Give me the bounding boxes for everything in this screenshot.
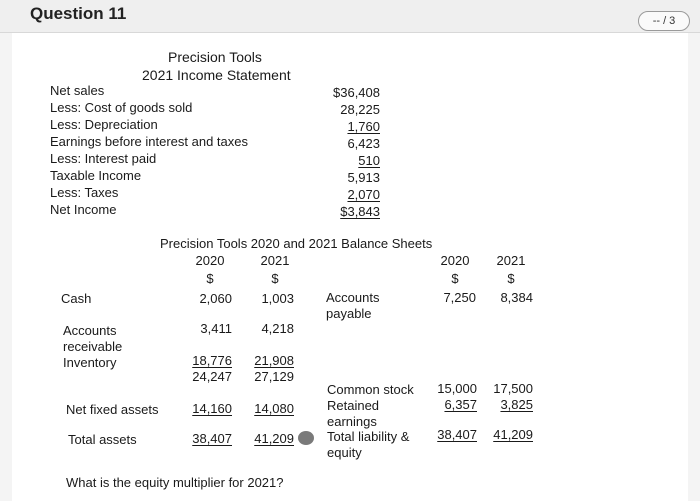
bs-label-common-stock: Common stock bbox=[327, 382, 414, 397]
bs-current-assets-2020: 24,247 bbox=[192, 369, 232, 384]
is-value-net-income: $3,843 bbox=[340, 204, 380, 219]
bs-retained-earnings-2020: 6,357 bbox=[444, 397, 477, 412]
bs-label-accounts-payable-1: Accounts bbox=[326, 290, 380, 305]
bs-cash-2020: 2,060 bbox=[199, 291, 232, 306]
question-title: Question 11 bbox=[30, 4, 127, 23]
bs-common-stock-2020: 15,000 bbox=[437, 381, 477, 396]
liab-dollar-2020: $ bbox=[451, 271, 459, 286]
bs-common-stock-2021: 17,500 bbox=[493, 381, 533, 396]
bs-accounts-receivable-2020: 3,411 bbox=[200, 321, 232, 336]
bs-cash-2021: 1,003 bbox=[261, 291, 294, 306]
bs-label-accounts-receivable-1: Accounts bbox=[63, 323, 117, 338]
is-label-net-sales: Net sales bbox=[50, 83, 105, 98]
bs-label-total-assets: Total assets bbox=[68, 432, 137, 447]
bs-label-total-liability-equity-1: Total liability & bbox=[327, 429, 410, 444]
is-value-interest: 510 bbox=[358, 153, 380, 168]
bs-total-liability-equity-2021: 41,209 bbox=[493, 427, 533, 442]
assets-header-2020: 2020 bbox=[195, 253, 225, 268]
bs-label-accounts-payable-2: payable bbox=[326, 306, 372, 321]
liab-dollar-2021: $ bbox=[507, 271, 515, 286]
is-label-net-income: Net Income bbox=[50, 202, 117, 217]
is-label-ebit: Earnings before interest and taxes bbox=[50, 134, 249, 149]
assets-dollar-2021: $ bbox=[271, 271, 279, 286]
bs-net-fixed-assets-2020: 14,160 bbox=[192, 401, 232, 416]
bs-label-net-fixed-assets: Net fixed assets bbox=[66, 402, 159, 417]
liab-header-2020: 2020 bbox=[440, 253, 470, 268]
bs-accounts-payable-2020: 7,250 bbox=[443, 290, 476, 305]
bs-label-inventory: Inventory bbox=[63, 355, 117, 370]
bs-total-assets-2020: 38,407 bbox=[192, 431, 232, 446]
question-content bbox=[12, 33, 688, 501]
is-value-taxes: 2,070 bbox=[347, 187, 380, 202]
score-badge: -- / 3 bbox=[638, 11, 690, 31]
bs-inventory-2021: 21,908 bbox=[254, 353, 294, 368]
is-value-cogs: 28,225 bbox=[340, 102, 380, 117]
is-label-depreciation: Less: Depreciation bbox=[50, 117, 158, 132]
liab-header-2021: 2021 bbox=[496, 253, 526, 268]
bs-retained-earnings-2021: 3,825 bbox=[500, 397, 533, 412]
assets-dollar-2020: $ bbox=[206, 271, 214, 286]
question-text: What is the equity multiplier for 2021? bbox=[66, 475, 284, 490]
bs-label-accounts-receivable-2: receivable bbox=[63, 339, 123, 354]
bs-label-retained-earnings-2: earnings bbox=[327, 414, 377, 429]
is-value-net-sales: $36,408 bbox=[333, 85, 380, 100]
is-label-interest: Less: Interest paid bbox=[50, 151, 157, 166]
bs-current-assets-2021: 27,129 bbox=[254, 369, 294, 384]
bs-accounts-payable-2021: 8,384 bbox=[500, 290, 533, 305]
bs-label-total-liability-equity-2: equity bbox=[327, 445, 362, 460]
balance-sheet-title: Precision Tools 2020 and 2021 Balance Sheets bbox=[160, 236, 433, 251]
bs-total-assets-2021: 41,209 bbox=[254, 431, 294, 446]
is-value-ebit: 6,423 bbox=[347, 136, 380, 151]
is-label-taxes: Less: Taxes bbox=[50, 185, 119, 200]
is-label-cogs: Less: Cost of goods sold bbox=[50, 100, 193, 115]
is-value-depreciation: 1,760 bbox=[347, 119, 380, 134]
bs-accounts-receivable-2021: 4,218 bbox=[261, 321, 294, 336]
income-statement-company: Precision Tools bbox=[168, 49, 262, 65]
bs-label-cash: Cash bbox=[61, 291, 92, 306]
is-value-taxable-income: 5,913 bbox=[347, 170, 380, 185]
bs-net-fixed-assets-2021: 14,080 bbox=[254, 401, 294, 416]
bs-label-retained-earnings-1: Retained bbox=[327, 398, 380, 413]
income-statement-title: 2021 Income Statement bbox=[142, 67, 291, 83]
cursor-icon bbox=[298, 431, 314, 445]
bs-inventory-2020: 18,776 bbox=[192, 353, 232, 368]
bs-total-liability-equity-2020: 38,407 bbox=[437, 427, 477, 442]
is-label-taxable-income: Taxable Income bbox=[50, 168, 142, 183]
assets-header-2021: 2021 bbox=[260, 253, 290, 268]
